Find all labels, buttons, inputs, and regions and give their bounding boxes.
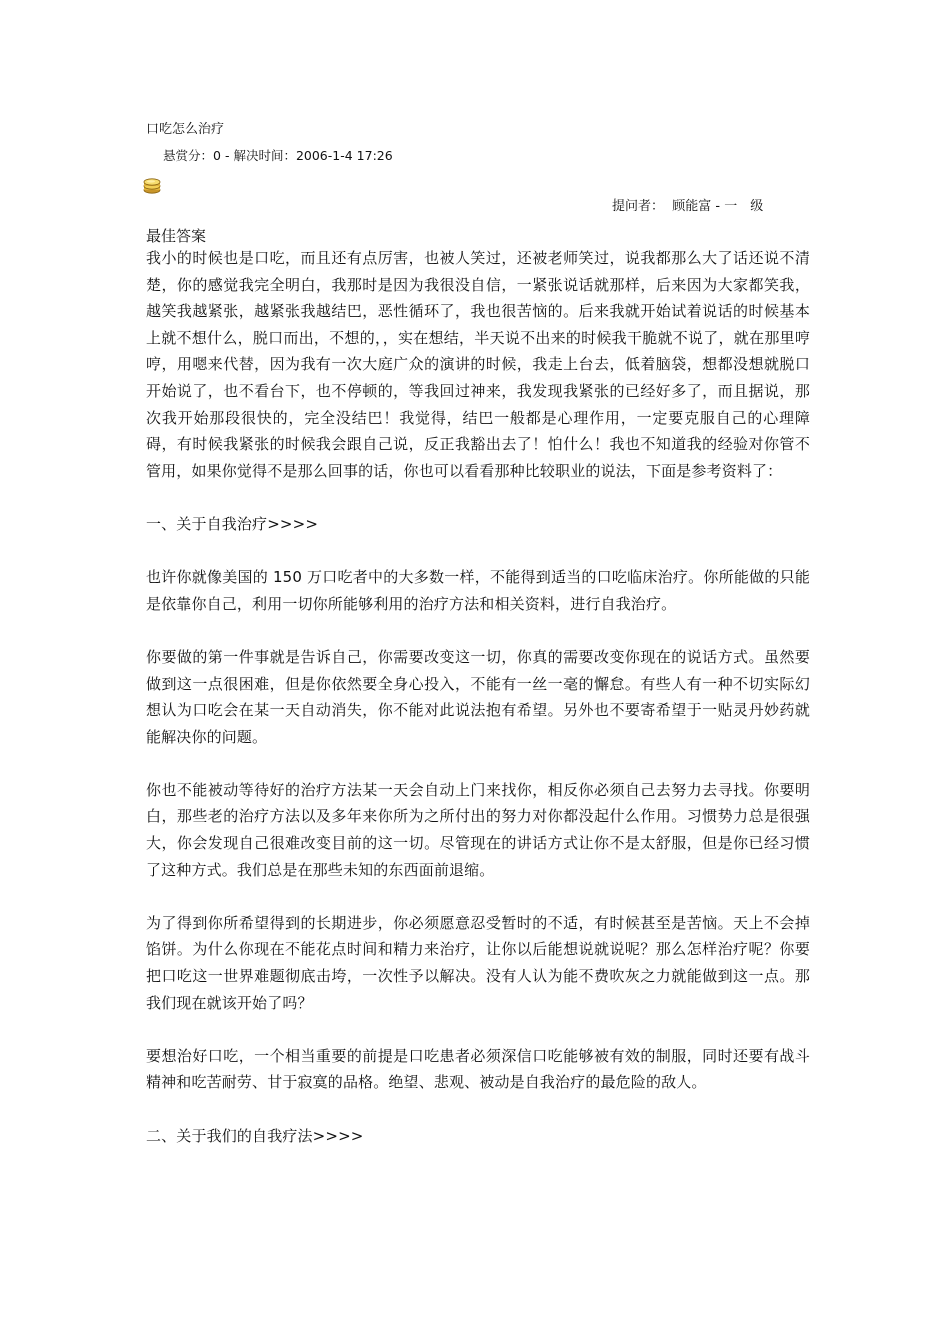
best-answer-label: 最佳答案	[146, 227, 207, 245]
asker-info	[612, 198, 763, 216]
reward-label: 悬赏分：	[163, 148, 214, 163]
asker-label: 提问者：	[612, 199, 665, 214]
asker-name: 顾能富	[672, 199, 712, 214]
answer-paragraph-2: 你要做的第一件事就是告诉自己，你需要改变这一切，你真的需要改变你现在的说话方式。虽然要做到这一点很困难，但是你依然要全身心投入，不能有一丝一毫的懈怠。有些人有一种不切实际幻想认为口吃会在某一天自动消失，你不能对此说法抱有希望。另外也不要寄希望于一贴灵丹妙药就能解决你的问题。	[146, 647, 810, 746]
answer-paragraph-1: 也许你就像美国的 150 万口吃者中的大多数一样，不能得到适当的口吃临床治疗。你所能做的只能是依靠你自己，利用一切你所能够利用的治疗方法和相关资料，进行自我治疗。	[146, 568, 810, 613]
answer-paragraph-4: 为了得到你所希望得到的长期进步，你必须愿意忍受暂时的不适，有时候甚至是苦恼。天上不会掉馅饼。为什么你现在不能花点时间和精力来治疗，让你以后能想说就说呢？那么怎样治疗呢？你要把口吃这一世界难题彻底击垮，一次性予以解决。没有人认为能不费吹灰之力就能做到这一点。那我们现在就该开始了吗？	[146, 913, 810, 1012]
resolved-time: 2006-1-4 17:26	[295, 148, 393, 163]
answer-paragraph-3: 你也不能被动等待好的治疗方法某一天会自动上门来找你，相反你必须自己去努力去寻找。你要明白，那些老的治疗方法以及多年来你所为之所付出的努力对你都没起什么作用。习惯势力总是很强大，你会发现自己很难改变目前的这一切。尽管现在的讲话方式让你不是太舒服，但是你已经习惯了这种方式。我们总是在那些未知的东西面前退缩。	[146, 780, 810, 879]
reward-value: 0	[213, 148, 221, 163]
question-title: 口吃怎么治疗	[146, 122, 225, 137]
section-heading-our-method: 二、关于我们的自我疗法>>>>	[146, 1126, 364, 1145]
asker-level: - 一 级	[711, 199, 764, 214]
gold-coins-icon	[142, 143, 162, 163]
section-heading-self-treatment: 一、关于自我治疗>>>>	[146, 514, 319, 533]
answer-paragraph-5: 要想治好口吃，一个相当重要的前提是口吃患者必须深信口吃能够被有效的制服，同时还要有战斗精神和吃苦耐劳、甘于寂寞的品格。绝望、悲观、被动是自我治疗的最危险的敌人。	[146, 1046, 810, 1092]
answer-body	[146, 245, 810, 1149]
question-meta	[142, 140, 393, 164]
answer-intro-paragraph: 我小的时候也是口吃，而且还有点厉害，也被人笑过，还被老师笑过，说我都那么大了话还说不清楚，你的感觉我完全明白，我那时是因为我很没自信，一紧张说话就那样，后来因为大家都笑我，越笑我越紧张，越紧张我越结巴，恶性循环了，我也很苦恼的。后来我就开始试着说话的时候基本上就不想什么，脱口而出，不想的，，实在想结，半天说不出来的时候我干脆就不说了，就在那里哼哼，用嗯来代替，因为我有一次大庭广众的演讲的时候，我走上台去，低着脑袋，想都没想就脱口开始说了，也不看台下，也不停顿的，等我回过神来，我发现我紧张的已经好多了，而且据说，那次我开始那段很快的，完全没结巴！我觉得，结巴一般都是心理作用，一定要克服自己的心理障碍，有时候我紧张的时候我会跟自己说，反正我豁出去了！怕什么！我也不知道我的经验对你管不管用，如果你觉得不是那么回事的话，你也可以看看那种比较职业的说法，下面是参考资料了：	[146, 249, 810, 480]
meta-separator: -	[220, 148, 234, 163]
resolved-label: 解决时间：	[233, 148, 296, 163]
